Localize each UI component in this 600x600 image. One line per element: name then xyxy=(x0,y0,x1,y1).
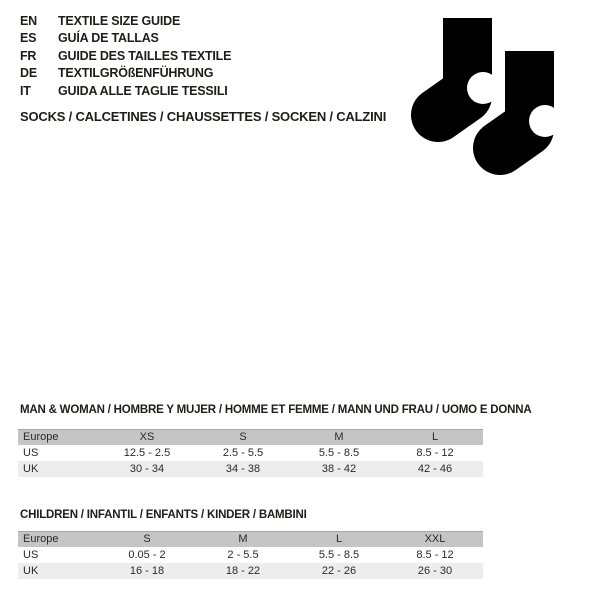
size-value-cell: 30 - 34 xyxy=(129,462,165,475)
region-cell: UK xyxy=(23,564,39,577)
column-header: Europe xyxy=(23,431,59,444)
table-title-adults: MAN & WOMAN / HOMBRE Y MUJER / HOMME ET FEMME / MANN UND FRAU / UOMO E DONNA xyxy=(20,404,532,416)
size-value-cell: 5.5 - 8.5 xyxy=(318,548,360,561)
size-value-cell: 18 - 22 xyxy=(225,564,261,577)
size-value-cell: 2 - 5.5 xyxy=(227,548,259,561)
size-table-children xyxy=(18,531,483,579)
language-label: GUIDE DES TAILLES TEXTILE xyxy=(58,48,232,63)
sock-right-shape xyxy=(500,51,561,148)
region-cell: US xyxy=(23,548,39,561)
size-value-cell: 5.5 - 8.5 xyxy=(318,446,360,459)
size-value-cell: 12.5 - 2.5 xyxy=(123,446,171,459)
column-header: XS xyxy=(139,431,155,444)
column-header: S xyxy=(239,431,247,444)
language-code: FR xyxy=(20,48,37,63)
column-header: S xyxy=(143,533,151,546)
size-value-cell: 0.05 - 2 xyxy=(128,548,166,561)
table-title-children: CHILDREN / INFANTIL / ENFANTS / KINDER / BAMBINI xyxy=(20,509,307,521)
language-row-it xyxy=(20,82,231,100)
table-row-us xyxy=(18,445,483,461)
size-value-cell: 26 - 30 xyxy=(417,564,453,577)
language-code: IT xyxy=(20,83,31,98)
language-row-en xyxy=(20,12,231,30)
table-row-uk xyxy=(18,461,483,477)
size-value-cell: 8.5 - 12 xyxy=(416,548,454,561)
language-code: EN xyxy=(20,13,37,28)
language-label: GUIDA ALLE TAGLIE TESSILI xyxy=(58,83,228,98)
size-value-cell: 22 - 26 xyxy=(321,564,357,577)
size-table-adults xyxy=(18,429,483,477)
region-cell: UK xyxy=(23,462,39,475)
sock-left-shape xyxy=(438,18,499,115)
language-label: TEXTILE SIZE GUIDE xyxy=(58,13,181,28)
language-row-fr xyxy=(20,47,231,65)
size-value-cell: 38 - 42 xyxy=(321,462,357,475)
size-value-cell: 16 - 18 xyxy=(129,564,165,577)
language-list xyxy=(20,12,231,100)
language-label: TEXTILGRÖßENFÜHRUNG xyxy=(58,66,214,81)
table-header-row xyxy=(18,532,483,547)
language-row-de xyxy=(20,65,231,83)
size-value-cell: 42 - 46 xyxy=(417,462,453,475)
size-value-cell: 2.5 - 5.5 xyxy=(222,446,264,459)
language-code: ES xyxy=(20,31,37,46)
column-header: M xyxy=(334,431,344,444)
language-code: DE xyxy=(20,66,37,81)
category-title: SOCKS / CALCETINES / CHAUSSETTES / SOCKEN / CALZINI xyxy=(20,109,387,124)
column-header: XXL xyxy=(424,533,446,546)
table-header-row xyxy=(18,430,483,445)
language-row-es xyxy=(20,30,231,48)
size-value-cell: 34 - 38 xyxy=(225,462,261,475)
size-value-cell: 8.5 - 12 xyxy=(416,446,454,459)
column-header: M xyxy=(238,533,248,546)
table-row-us xyxy=(18,547,483,563)
table-row-uk xyxy=(18,563,483,579)
socks-icon xyxy=(405,10,570,185)
language-label: GUÍA DE TALLAS xyxy=(58,31,159,46)
column-header: L xyxy=(335,533,343,546)
column-header: Europe xyxy=(23,533,59,546)
region-cell: US xyxy=(23,446,39,459)
column-header: L xyxy=(431,431,439,444)
